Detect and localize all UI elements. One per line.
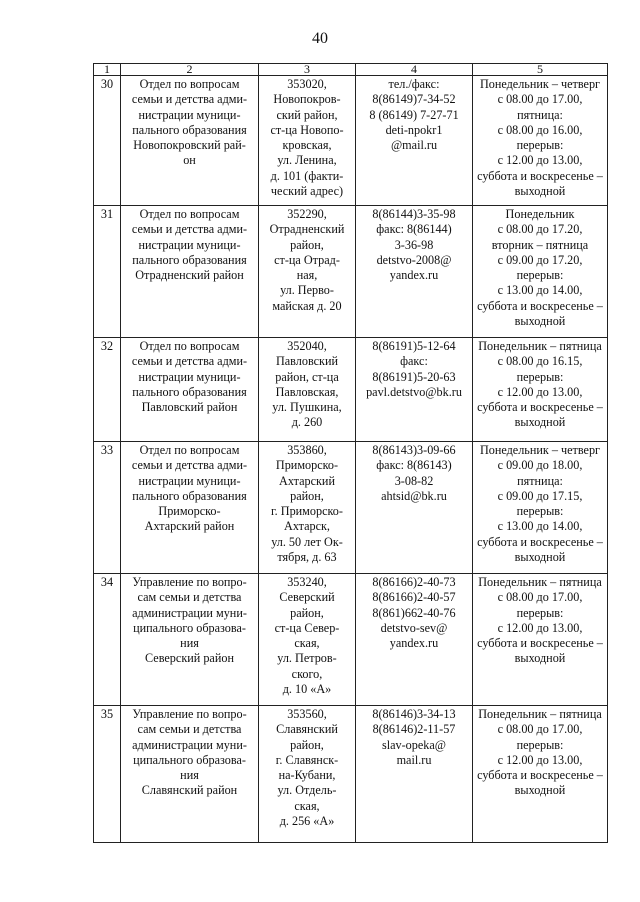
header-col-4: 4 [356, 64, 473, 76]
table-row [94, 706, 608, 843]
table-row [94, 206, 608, 338]
row-number: 31 [94, 206, 121, 338]
postal-address: 352040, Павловский район, ст-ца Павловская, ул. Пушкина, д. 260 [259, 338, 356, 442]
page-number: 40 [312, 30, 328, 47]
work-schedule: Понедельник – пятница с 08.00 до 17.00, перерыв: с 12.00 до 13.00, суббота и воскресенье – выходной [473, 706, 608, 843]
work-schedule: Понедельник – пятница с 08.00 до 16.15, перерыв: с 12.00 до 13.00, суббота и воскресенье – выходной [473, 338, 608, 442]
contact-info: 8(86191)5-12-64 факс: 8(86191)5-20-63 pavl.detstvo@bk.ru [356, 338, 473, 442]
header-col-1: 1 [94, 64, 121, 76]
row-number: 35 [94, 706, 121, 843]
contact-info: 8(86166)2-40-73 8(86166)2-40-57 8(861)662-40-76 detstvo-sev@ yandex.ru [356, 574, 473, 706]
table-row [94, 76, 608, 206]
work-schedule: Понедельник – четверг с 09.00 до 18.00, пятница: с 09.00 до 17.15, перерыв: с 13.00 до 14.00, суббота и воскресенье – выходной [473, 442, 608, 574]
work-schedule: Понедельник – четверг с 08.00 до 17.00, пятница: с 08.00 до 16.00, перерыв: с 12.00 до 13.00, суббота и воскресенье – выходной [473, 76, 608, 206]
department-name: Отдел по вопросам семьи и детства адми- нистрации муници- пального образования Павловский район [121, 338, 259, 442]
header-col-5: 5 [473, 64, 608, 76]
table-row [94, 338, 608, 442]
work-schedule: Понедельник с 08.00 до 17.20, вторник – пятница с 09.00 до 17.20, перерыв: с 13.00 до 14.00, суббота и воскресенье – выходной [473, 206, 608, 338]
department-name: Отдел по вопросам семьи и детства адми- нистрации муници- пального образования Приморско- Ахтарский район [121, 442, 259, 574]
department-name: Управление по вопро- сам семьи и детства администрации муни- ципального образова- ния Северский район [121, 574, 259, 706]
postal-address: 353560, Славянский район, г. Славянск- на-Кубани, ул. Отдель- ская, д. 256 «А» [259, 706, 356, 843]
row-number: 30 [94, 76, 121, 206]
row-number: 32 [94, 338, 121, 442]
institutions-table [93, 63, 608, 843]
row-number: 33 [94, 442, 121, 574]
department-name: Отдел по вопросам семьи и детства адми- нистрации муници- пального образования Новопокровский рай- он [121, 76, 259, 206]
table-row [94, 442, 608, 574]
work-schedule: Понедельник – пятница с 08.00 до 17.00, перерыв: с 12.00 до 13.00, суббота и воскресенье – выходной [473, 574, 608, 706]
table-header-row [94, 64, 608, 76]
table-row [94, 574, 608, 706]
contact-info: 8(86146)3-34-13 8(86146)2-11-57 slav-opeka@ mail.ru [356, 706, 473, 843]
header-col-3: 3 [259, 64, 356, 76]
contact-info: тел./факс: 8(86149)7-34-52 8 (86149) 7-27-71 deti-npokr1 @mail.ru [356, 76, 473, 206]
postal-address: 352290, Отрадненский район, ст-ца Отрад- ная, ул. Перво- майская д. 20 [259, 206, 356, 338]
department-name: Управление по вопро- сам семьи и детства администрации муни- ципального образова- ния Славянский район [121, 706, 259, 843]
contact-info: 8(86144)3-35-98 факс: 8(86144) 3-36-98 detstvo-2008@ yandex.ru [356, 206, 473, 338]
header-col-2: 2 [121, 64, 259, 76]
department-name: Отдел по вопросам семьи и детства адми- нистрации муници- пального образования Отрадненский район [121, 206, 259, 338]
row-number: 34 [94, 574, 121, 706]
postal-address: 353860, Приморско- Ахтарский район, г. Приморско- Ахтарск, ул. 50 лет Ок- тября, д. 63 [259, 442, 356, 574]
postal-address: 353020, Новопокров- ский район, ст-ца Новопо- кровская, ул. Ленина, д. 101 (факти- ческий адрес) [259, 76, 356, 206]
postal-address: 353240, Северский район, ст-ца Север- ская, ул. Петров- ского, д. 10 «А» [259, 574, 356, 706]
contact-info: 8(86143)3-09-66 факс: 8(86143) 3-08-82 ahtsid@bk.ru [356, 442, 473, 574]
